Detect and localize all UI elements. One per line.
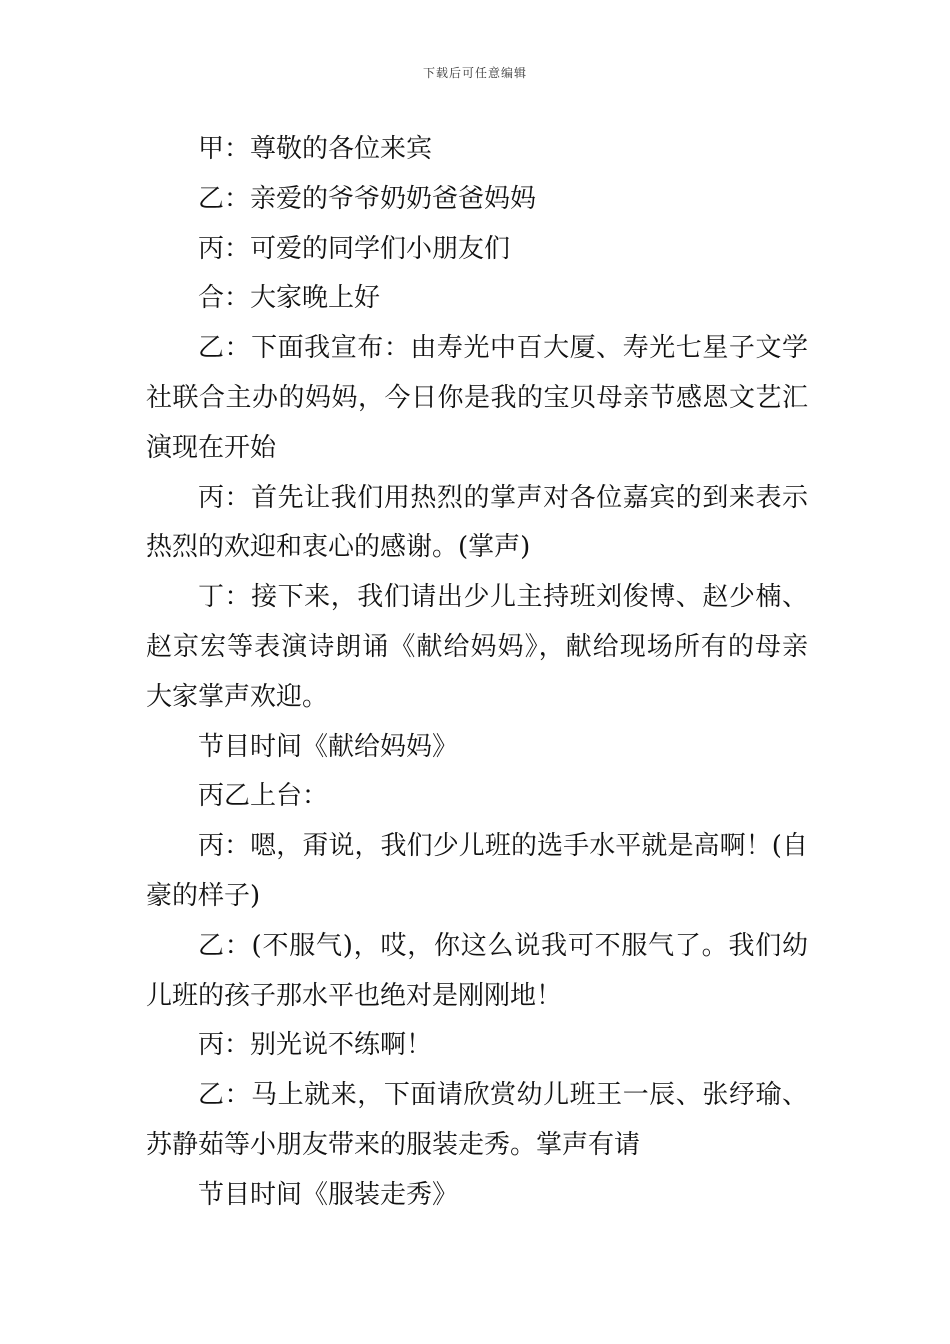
header-note: 下载后可任意编辑 [422, 66, 527, 80]
script-body [146, 125, 808, 1221]
paragraph: 节目时间《服装走秀》 [198, 1179, 459, 1210]
paragraph: 乙：马上就来，下面请欣赏幼儿班王一辰、张纾瑜、苏静茹等小朋友带来的服装走秀。掌声有请 [146, 1080, 808, 1160]
paragraph: 丙：别光说不练啊！ [198, 1030, 433, 1061]
paragraph: 丙：可爱的同学们小朋友们 [198, 233, 511, 264]
paragraph: 丙：首先让我们用热烈的掌声对各位嘉宾的到来表示热烈的欢迎和衷心的感谢。(掌声) [146, 482, 808, 563]
paragraph: 乙：下面我宣布：由寿光中百大厦、寿光七星子文学社联合主办的妈妈，今日你是我的宝贝母亲节感恩文艺汇演现在开始 [146, 333, 808, 463]
paragraph: 甲：尊敬的各位来宾 [198, 134, 433, 164]
paragraph: 节目时间《献给妈妈》 [198, 731, 459, 762]
paragraph: 乙：(不服气)，哎，你这么说我可不服气了。我们幼儿班的孩子那水平也绝对是刚刚地！ [146, 930, 808, 1011]
paragraph: 乙：亲爱的爷爷奶奶爸爸妈妈 [198, 183, 537, 214]
paragraph: 丁：接下来，我们请出少儿主持班刘俊博、赵少楠、赵京宏等表演诗朗诵《献给妈妈》，献给现场所有的母亲大家掌声欢迎。 [146, 582, 808, 712]
paragraph: 丙：嗯，甭说，我们少儿班的选手水平就是高啊！(自豪的样子) [146, 831, 808, 911]
paragraph: 丙乙上台： [198, 781, 329, 812]
paragraph: 合：大家晚上好 [198, 283, 381, 314]
